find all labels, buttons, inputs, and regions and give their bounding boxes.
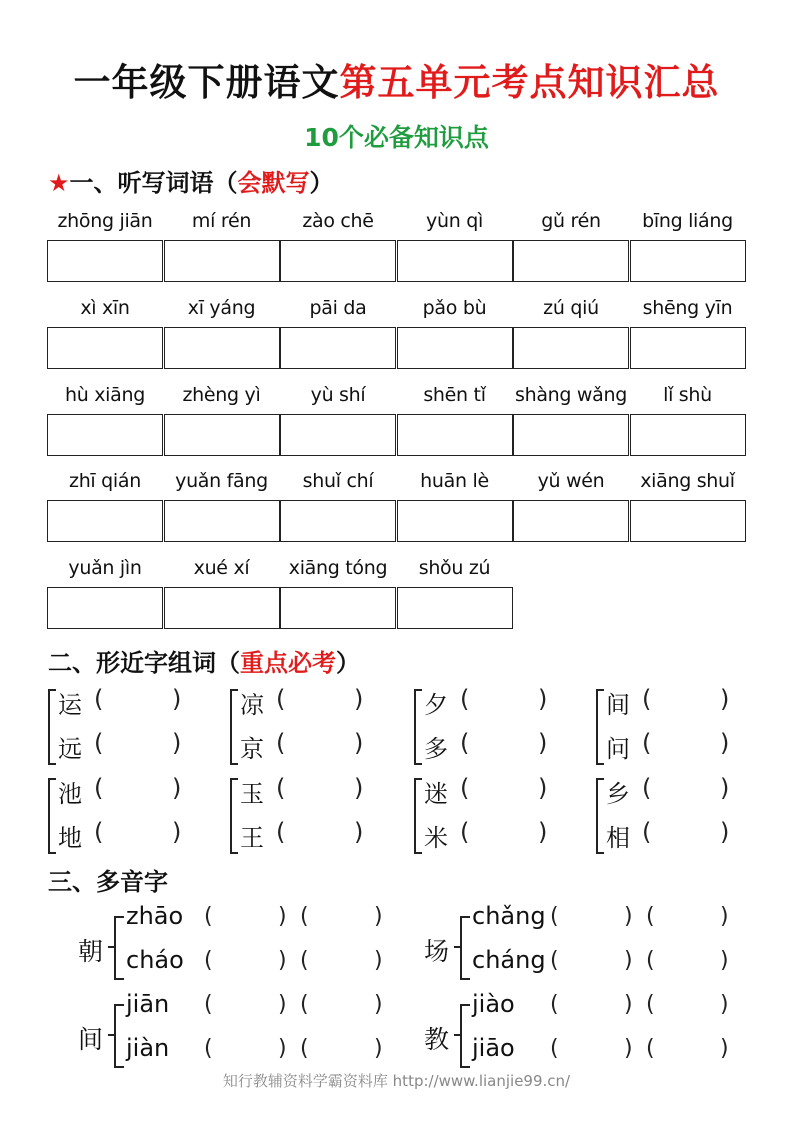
polyphone-item	[78, 990, 418, 1082]
answer-box[interactable]	[513, 500, 629, 542]
pinyin-label: shàng wǎng	[514, 384, 627, 406]
answer-box[interactable]	[280, 587, 396, 629]
dictation-row	[47, 384, 747, 458]
char-pair	[48, 772, 208, 862]
char-pair	[48, 683, 208, 773]
word-answer-slot[interactable]	[564, 994, 620, 1022]
answer-box[interactable]	[164, 587, 280, 629]
open-paren: (	[276, 818, 286, 846]
polyphone-char: 场	[424, 937, 450, 966]
open-paren: (	[642, 729, 652, 757]
close-paren: )	[720, 818, 730, 846]
open-paren: (	[550, 1036, 559, 1061]
title-red: 第五单元考点知识汇总	[339, 61, 720, 104]
pinyin-label: zhōng jiān	[57, 210, 153, 232]
word-answer-slot[interactable]	[660, 1038, 716, 1066]
reading-pinyin: chǎng	[472, 902, 546, 930]
open-paren: (	[300, 1036, 309, 1061]
polyphone-item	[78, 902, 418, 994]
answer-box[interactable]	[47, 500, 163, 542]
answer-box[interactable]	[280, 327, 396, 369]
answer-box[interactable]	[513, 327, 629, 369]
pair-char: 运	[58, 691, 82, 719]
word-answer-slot[interactable]	[314, 1038, 370, 1066]
pair-char: 京	[240, 735, 264, 763]
answer-box[interactable]	[397, 240, 513, 282]
pair-char: 王	[240, 824, 264, 852]
bracket-icon	[414, 689, 422, 765]
char-pair	[596, 772, 756, 862]
pinyin-label: shēn tǐ	[423, 384, 486, 406]
open-paren: (	[276, 774, 286, 802]
open-paren: (	[204, 992, 213, 1017]
close-paren: )	[624, 1036, 633, 1061]
page-subtitle: 10个必备知识点	[304, 123, 489, 152]
polyphone-char: 教	[424, 1025, 450, 1054]
word-answer-slot[interactable]	[314, 906, 370, 934]
word-answer-slot[interactable]	[660, 906, 716, 934]
word-answer-slot[interactable]	[108, 733, 170, 761]
open-paren: (	[550, 948, 559, 973]
close-paren: )	[374, 1036, 383, 1061]
pinyin-label: lǐ shù	[663, 384, 712, 406]
word-answer-slot[interactable]	[314, 950, 370, 978]
pair-char: 多	[424, 735, 448, 763]
pinyin-label: bīng liáng	[642, 210, 733, 232]
polyphone-item	[424, 902, 764, 994]
open-paren: (	[460, 685, 470, 713]
word-answer-slot[interactable]	[218, 950, 274, 978]
answer-box[interactable]	[513, 240, 629, 282]
footer-text: 知行教辅资料学霸资料库 http://www.lianjie99.cn/	[222, 1072, 571, 1090]
word-answer-slot[interactable]	[660, 950, 716, 978]
open-paren: (	[460, 818, 470, 846]
open-paren: (	[646, 948, 655, 973]
bracket-icon	[596, 689, 604, 765]
pair-char: 池	[58, 780, 82, 808]
answer-box[interactable]	[630, 500, 746, 542]
title-black: 一年级下册语文	[73, 61, 340, 104]
close-paren: )	[538, 774, 548, 802]
close-paren: )	[278, 992, 287, 1017]
reading-pinyin: cháo	[126, 946, 184, 974]
pair-char: 地	[58, 824, 82, 852]
pinyin-label: pāi da	[309, 297, 367, 319]
answer-box[interactable]	[280, 240, 396, 282]
open-paren: (	[646, 904, 655, 929]
close-paren: )	[354, 774, 364, 802]
reading-pinyin: jiào	[472, 990, 515, 1018]
brace-icon	[460, 916, 470, 980]
dictation-row	[47, 470, 747, 544]
word-answer-slot[interactable]	[474, 822, 536, 850]
word-answer-slot[interactable]	[656, 689, 718, 717]
page-title	[0, 52, 793, 106]
polyphone-char: 间	[78, 1025, 104, 1054]
close-paren: )	[624, 992, 633, 1017]
brace-icon	[114, 1004, 124, 1068]
pinyin-label: yùn qì	[426, 210, 483, 232]
word-answer-slot[interactable]	[474, 733, 536, 761]
answer-box[interactable]	[280, 414, 396, 456]
close-paren: )	[278, 904, 287, 929]
close-paren: )	[374, 904, 383, 929]
pinyin-label: zhèng yì	[182, 384, 261, 406]
close-paren: )	[354, 685, 364, 713]
open-paren: (	[94, 685, 104, 713]
close-paren: )	[538, 818, 548, 846]
pinyin-label: xiāng tóng	[288, 557, 388, 579]
open-paren: (	[94, 774, 104, 802]
open-paren: (	[646, 1036, 655, 1061]
reading-pinyin: jiān	[126, 990, 170, 1018]
star-icon: ★	[48, 169, 70, 197]
answer-box[interactable]	[630, 240, 746, 282]
close-paren: )	[278, 948, 287, 973]
pair-char: 玉	[240, 780, 264, 808]
answer-box[interactable]	[397, 414, 513, 456]
close-paren: )	[720, 1036, 729, 1061]
open-paren: (	[642, 818, 652, 846]
answer-box[interactable]	[164, 500, 280, 542]
polyphone-char: 朝	[78, 937, 104, 966]
bracket-icon	[48, 778, 56, 854]
open-paren: (	[204, 904, 213, 929]
char-pair	[230, 683, 390, 773]
open-paren: (	[94, 818, 104, 846]
word-answer-slot[interactable]	[660, 994, 716, 1022]
pinyin-label: shǒu zú	[418, 557, 491, 579]
section3-heading: 三、多音字	[48, 868, 168, 896]
pinyin-label: gǔ rén	[541, 210, 601, 232]
pinyin-label: yuǎn fāng	[175, 470, 268, 492]
pinyin-label: zào chē	[302, 210, 374, 232]
brace-icon	[460, 1004, 470, 1068]
pinyin-label: hù xiāng	[65, 384, 145, 406]
close-paren: )	[720, 685, 730, 713]
answer-box[interactable]	[630, 327, 746, 369]
pinyin-label: yǔ wén	[537, 470, 605, 492]
word-answer-slot[interactable]	[108, 822, 170, 850]
close-paren: )	[172, 729, 182, 757]
answer-box[interactable]	[397, 327, 513, 369]
bracket-icon	[596, 778, 604, 854]
word-answer-slot[interactable]	[290, 778, 352, 806]
word-answer-slot[interactable]	[314, 994, 370, 1022]
pinyin-label: zú qiú	[543, 297, 599, 319]
close-paren: )	[720, 729, 730, 757]
word-answer-slot[interactable]	[108, 778, 170, 806]
section1-heading: ★一、听写词语（会默写）	[48, 169, 334, 197]
pinyin-label: pǎo bù	[422, 297, 487, 319]
answer-box[interactable]	[397, 500, 513, 542]
open-paren: (	[204, 948, 213, 973]
pinyin-label: xì xīn	[80, 297, 130, 319]
pair-char: 乡	[606, 780, 630, 808]
close-paren: )	[538, 729, 548, 757]
word-answer-slot[interactable]	[290, 733, 352, 761]
char-pair	[230, 772, 390, 862]
close-paren: )	[354, 818, 364, 846]
word-answer-slot[interactable]	[656, 778, 718, 806]
pinyin-label: yù shí	[310, 384, 366, 406]
open-paren: (	[642, 774, 652, 802]
answer-box[interactable]	[164, 327, 280, 369]
pinyin-label: huān lè	[420, 470, 489, 492]
word-answer-slot[interactable]	[564, 950, 620, 978]
answer-box[interactable]	[47, 327, 163, 369]
char-pair	[414, 772, 574, 862]
close-paren: )	[354, 729, 364, 757]
word-answer-slot[interactable]	[290, 822, 352, 850]
answer-box[interactable]	[47, 587, 163, 629]
bracket-icon	[230, 778, 238, 854]
pinyin-label: xī yáng	[187, 297, 256, 319]
section2-heading: 二、形近字组词（重点必考）	[48, 649, 360, 677]
polyphone-item	[424, 990, 764, 1082]
close-paren: )	[720, 948, 729, 973]
answer-box[interactable]	[47, 414, 163, 456]
pair-char: 问	[606, 735, 630, 763]
open-paren: (	[276, 729, 286, 757]
word-answer-slot[interactable]	[656, 733, 718, 761]
word-answer-slot[interactable]	[218, 1038, 274, 1066]
pair-char: 间	[606, 691, 630, 719]
answer-box[interactable]	[47, 240, 163, 282]
open-paren: (	[646, 992, 655, 1017]
open-paren: (	[300, 904, 309, 929]
word-answer-slot[interactable]	[564, 1038, 620, 1066]
word-answer-slot[interactable]	[474, 689, 536, 717]
word-answer-slot[interactable]	[564, 906, 620, 934]
answer-box[interactable]	[280, 500, 396, 542]
answer-box[interactable]	[397, 587, 513, 629]
close-paren: )	[720, 904, 729, 929]
word-answer-slot[interactable]	[474, 778, 536, 806]
open-paren: (	[460, 774, 470, 802]
pinyin-label: shuǐ chí	[302, 470, 374, 492]
char-pair	[596, 683, 756, 773]
open-paren: (	[550, 992, 559, 1017]
pinyin-label: yuǎn jìn	[68, 557, 142, 579]
open-paren: (	[300, 948, 309, 973]
word-answer-slot[interactable]	[108, 689, 170, 717]
close-paren: )	[374, 992, 383, 1017]
reading-pinyin: jiàn	[126, 1034, 170, 1062]
bracket-icon	[48, 689, 56, 765]
pair-char: 凉	[240, 691, 264, 719]
pair-char: 相	[606, 824, 630, 852]
close-paren: )	[624, 948, 633, 973]
answer-box[interactable]	[164, 240, 280, 282]
pinyin-label: shēng yīn	[642, 297, 733, 319]
close-paren: )	[720, 774, 730, 802]
open-paren: (	[276, 685, 286, 713]
dictation-row	[47, 297, 747, 371]
open-paren: (	[550, 904, 559, 929]
open-paren: (	[204, 1036, 213, 1061]
dictation-row	[47, 557, 747, 631]
pinyin-label: xiāng shuǐ	[640, 470, 735, 492]
bracket-icon	[230, 689, 238, 765]
pair-char: 米	[424, 824, 448, 852]
pinyin-label: xué xí	[193, 557, 250, 579]
pair-char: 远	[58, 735, 82, 763]
close-paren: )	[538, 685, 548, 713]
open-paren: (	[300, 992, 309, 1017]
reading-pinyin: zhāo	[126, 902, 184, 930]
word-answer-slot[interactable]	[290, 689, 352, 717]
word-answer-slot[interactable]	[656, 822, 718, 850]
word-answer-slot[interactable]	[218, 906, 274, 934]
answer-box[interactable]	[630, 414, 746, 456]
word-answer-slot[interactable]	[218, 994, 274, 1022]
close-paren: )	[624, 904, 633, 929]
char-pair	[414, 683, 574, 773]
brace-icon	[114, 916, 124, 980]
close-paren: )	[720, 992, 729, 1017]
open-paren: (	[94, 729, 104, 757]
pair-char: 迷	[424, 780, 448, 808]
reading-pinyin: cháng	[472, 946, 546, 974]
close-paren: )	[172, 774, 182, 802]
pinyin-label: zhī qián	[69, 470, 141, 492]
close-paren: )	[374, 948, 383, 973]
pinyin-label: mí rén	[191, 210, 252, 232]
reading-pinyin: jiāo	[472, 1034, 515, 1062]
close-paren: )	[172, 685, 182, 713]
open-paren: (	[460, 729, 470, 757]
bracket-icon	[414, 778, 422, 854]
answer-box[interactable]	[513, 414, 629, 456]
answer-box[interactable]	[164, 414, 280, 456]
open-paren: (	[642, 685, 652, 713]
close-paren: )	[172, 818, 182, 846]
close-paren: )	[278, 1036, 287, 1061]
pair-char: 夕	[424, 691, 448, 719]
dictation-row	[47, 210, 747, 284]
